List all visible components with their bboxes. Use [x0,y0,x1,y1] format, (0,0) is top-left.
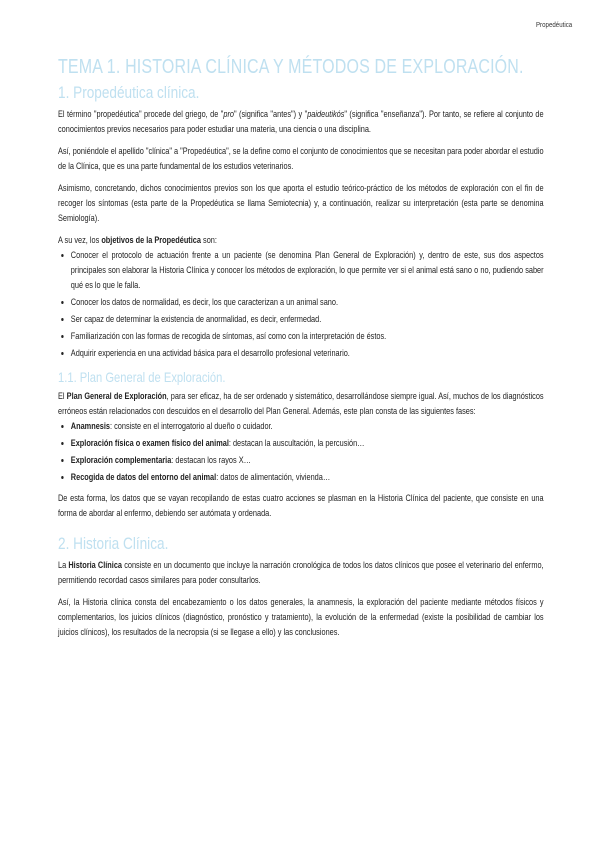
section-heading-propedeutica: 1. Propedéutica clínica. [58,83,200,102]
section-heading-historia: 2. Historia Clínica. [58,534,169,553]
subsection-heading-plan: 1.1. Plan General de Exploración. [58,369,226,385]
paragraph-plan: El Plan General de Exploración, para ser eficaz, ha de ser ordenado y sistemático, desarrollándose siempre igual. Así, muchos de los diagnósticos erróneos están relacionados con descuidos en el desarrollo del Plan General. Además, este plan consta de las siguientes fases: [58,391,544,416]
objectives-list [58,248,544,361]
running-header: Propedéutica [535,20,572,29]
paragraph-historia-definition: La Historia Clínica consiste en un documento que incluye la narración cronológica de todos los datos clínicos que posee el veterinario del enfermo, permitiendo recordad casos similares para poder consultarlos. [58,560,544,585]
list-item: • Exploración complementaria: destacan los rayos X… [71,453,544,468]
list-item: • Familiarización con las formas de recogida de síntomas, así como con la interpretación de éstos. [71,329,544,344]
list-item: • Adquirir experiencia en una actividad básica para el desarrollo profesional veterinario. [71,346,544,361]
list-item: • Anamnesis: consiste en el interrogatorio al dueño o cuidador. [71,419,544,434]
text-column [58,56,544,640]
page-content [58,56,544,647]
list-item: • Conocer el protocolo de actuación frente a un paciente (se denomina Plan General de Exploración) y, dentro de este, sus dos aspectos principales son elaborar la Historia Clínica y conocer los métodos de exploración, lo que permite ver si el animal está sano o no, pudiendo saber qué es lo que le falla. [71,248,544,293]
list-item: • Conocer los datos de normalidad, es decir, los que caracterizan a un animal sano. [71,295,544,310]
paragraph-plan-summary: De esta forma, los datos que se vayan recopilando de estas cuatro acciones se plasman en la Historia Clínica del paciente, que consiste en una forma de abordar al enfermo, debiendo ser autómata y ordenada. [58,493,544,518]
paragraph-knowledge: Asimismo, concretando, dichos conocimientos previos son los que aporta el estudio teórico-práctico de los métodos de exploración con el fin de recoger los síntomas (esta parte de la Propedéutica se llama Semiotecnia) y, a continuación, realizar su interpretación (esta parte se denomina Semiología). [58,183,544,223]
objectives-intro: A su vez, los objetivos de la Propedéutica son: [58,235,217,245]
paragraph-historia-contents: Así, la Historia clínica consta del encabezamiento o los datos generales, la anamnesis, la exploración del paciente mediante métodos físicos y complementarios, los juicios clínicos (diagnóstico, pronóstico y tratamiento), la evolución de la enfermedad (existe la posibilidad de cambiar los juicios clínicos), los resultados de la necropsia (si se llegase a ello) y las conclusiones. [58,597,544,637]
phases-list [58,419,544,485]
list-item: • Exploración física o examen físico del animal: destacan la auscultación, la percusión… [71,436,544,451]
page-title: TEMA 1. HISTORIA CLÍNICA Y MÉTODOS DE EXPLORACIÓN. [58,56,524,78]
list-item: • Ser capaz de determinar la existencia de anormalidad, es decir, enfermedad. [71,312,544,327]
paragraph-etymology: El término "propedéutica" procede del griego, de "pro" (significa "antes") y "paideutikós" (significa "enseñanza"). Por tanto, se refiere al conjunto de conocimientos previos necesarios para poder estudiar una materia, una ciencia o una disciplina. [58,109,544,134]
paragraph-definition: Así, poniéndole el apellido "clínica" a "Propedéutica", se la define como el conjunto de conocimientos que se necesitan para poder abordar el estudio de la Clínica, que es una parte fundamental de los estudios veterinarios. [58,146,544,171]
list-item: • Recogida de datos del entorno del animal: datos de alimentación, vivienda… [71,470,544,485]
